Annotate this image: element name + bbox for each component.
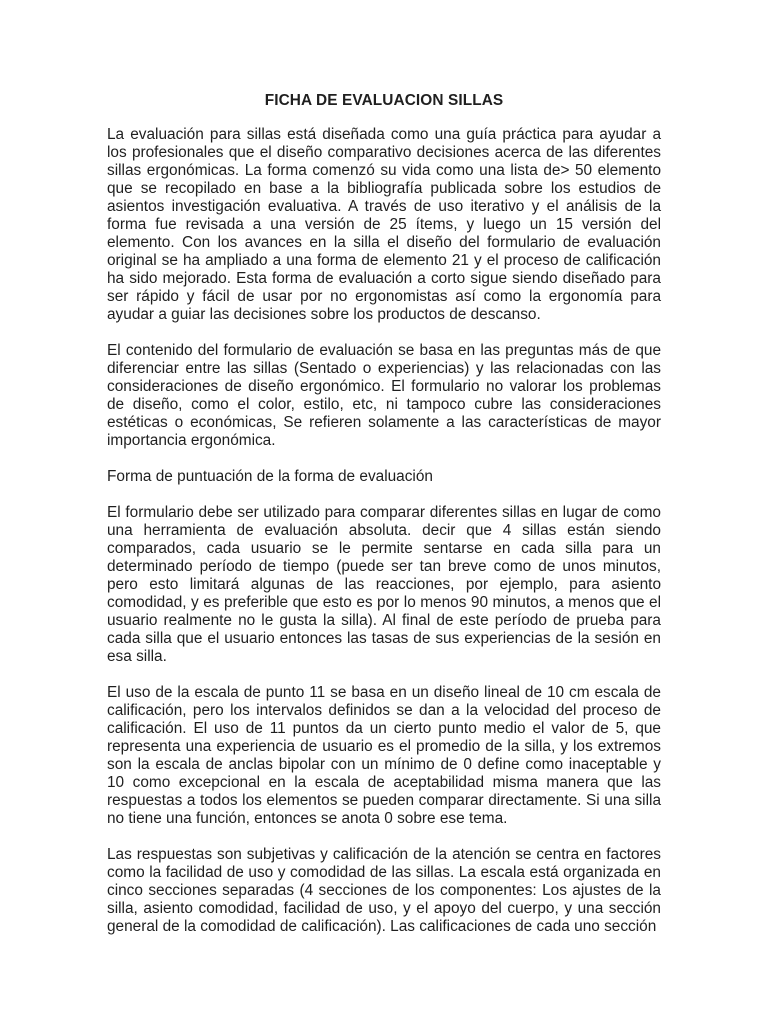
paragraph-usage: El formulario debe ser utilizado para comparar diferentes sillas en lugar de como una herramienta de evaluación absoluta. decir que 4 sillas están siendo comparados, cada usuario se le permite sentarse en cada silla para un determinado período de tiempo (puede ser tan breve como de unos minutos, pero esto limitará algunas de las reacciones, por ejemplo, para asiento comodidad, y es preferible que esto es por lo menos 90 minutos, a menos que el usuario realmente no le gusta la silla). Al final de este período de prueba para cada silla que el usuario entonces las tasas de sus experiencias de la sesión en esa silla. <box>107 504 661 665</box>
section-heading-scoring: Forma de puntuación de la forma de evaluación <box>107 468 433 485</box>
paragraph-scale: El uso de la escala de punto 11 se basa en un diseño lineal de 10 cm escala de calificación, pero los intervalos definidos se dan a la velocidad del proceso de calificación. El uso de 11 puntos da un cierto punto medio el valor de 5, que representa una experiencia de usuario es el promedio de la silla, y los extremos son la escala de anclas bipolar con un mínimo de 0 define como inaceptable y 10 como excepcional en la escala de aceptabilidad misma manera que las respuestas a todos los elementos se pueden comparar directamente. Si una silla no tiene una función, entonces se anota 0 sobre ese tema. <box>107 684 661 827</box>
paragraph-introduction: La evaluación para sillas está diseñada como una guía práctica para ayudar a los profesionales que el diseño comparativo decisiones acerca de las diferentes sillas ergonómicas. La forma comenzó su vida como una lista de> 50 elemento que se recopilado en base a la bibliografía publicada sobre los estudios de asientos investigación evaluativa. A través de uso iterativo y el análisis de la forma fue revisada a una versión de 25 ítems, y luego un 15 versión del elemento. Con los avances en la silla el diseño del formulario de evaluación original se ha ampliado a una forma de elemento 21 y el proceso de calificación ha sido mejorado. Esta forma de evaluación a corto sigue siendo diseñado para ser rápido y fácil de usar por no ergonomistas así como la ergonomía para ayudar a guiar las decisiones sobre los productos de descanso. <box>107 126 661 323</box>
document-body <box>107 126 661 954</box>
document-title: FICHA DE EVALUACION SILLAS <box>264 92 504 109</box>
paragraph-responses: Las respuestas son subjetivas y calificación de la atención se centra en factores como la facilidad de uso y comodidad de las sillas. La escala está organizada en cinco secciones separadas (4 secciones de los componentes: Los ajustes de la silla, asiento comodidad, facilidad de uso, y el apoyo del cuerpo, y una sección general de la comodidad de calificación). Las calificaciones de cada uno sección <box>107 846 661 935</box>
paragraph-content: El contenido del formulario de evaluación se basa en las preguntas más de que diferenciar entre las sillas (Sentado o experiencias) y las relacionadas con las consideraciones de diseño ergonómico. El formulario no valorar los problemas de diseño, como el color, estilo, etc, ni tampoco cubre las consideraciones estéticas o económicas, Se refieren solamente a las características de mayor importancia ergonómica. <box>107 342 661 449</box>
